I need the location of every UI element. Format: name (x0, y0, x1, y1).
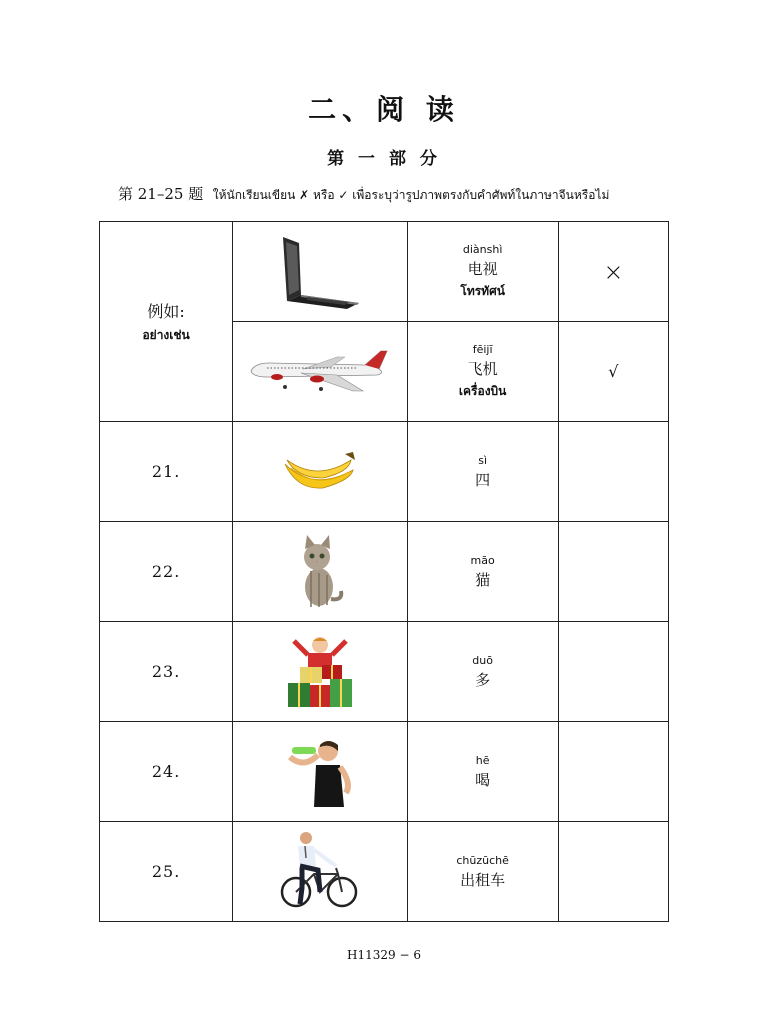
answer-cell[interactable] (558, 222, 668, 322)
question-number: 23. (151, 662, 181, 681)
pinyin: hē (475, 753, 490, 767)
thai-translation: โทรทัศน์ (460, 283, 505, 298)
man-on-bicycle-image (280, 832, 360, 912)
example-label-th: อย่างเช่น (142, 327, 190, 342)
image-cell (233, 822, 407, 922)
hanzi: 四 (475, 470, 491, 489)
image-cell (233, 722, 407, 822)
pinyin: māo (470, 553, 495, 567)
question-range: 第 21–25 题 (118, 185, 204, 203)
pinyin: duō (472, 653, 493, 667)
answer-cell[interactable] (558, 422, 668, 522)
hanzi: 猫 (475, 570, 491, 589)
hanzi: 电视 (467, 259, 498, 278)
hanzi: 出租车 (460, 870, 506, 889)
word-cell (407, 822, 558, 922)
check-mark: √ (608, 362, 619, 381)
word-cell (407, 622, 558, 722)
table-row (100, 422, 669, 522)
image-cell (233, 422, 407, 522)
thai-translation: เครื่องบิน (458, 383, 507, 398)
question-number-cell (100, 722, 233, 822)
word-cell (407, 722, 558, 822)
question-number: 24. (151, 762, 181, 781)
man-drinking-image (284, 735, 356, 809)
instruction-text: ให้นักเรียนเขียน ✗ หรือ ✓ เพื่อระบุว่ารูปภาพตรงกับคำศัพท์ในภาษาจีนหรือไม่ (212, 188, 610, 202)
answer-cell[interactable] (558, 522, 668, 622)
question-number: 21. (151, 462, 181, 481)
section-title: 第 一 部 分 (327, 149, 441, 169)
bananas-image (283, 450, 357, 494)
airplane-image (247, 347, 393, 397)
example-label-zh: 例如: (147, 301, 185, 321)
word-cell (407, 322, 558, 422)
table-row (100, 822, 669, 922)
question-number-cell (100, 422, 233, 522)
pinyin: fēijī (472, 342, 493, 356)
image-cell (233, 522, 407, 622)
cross-mark: × (603, 257, 624, 286)
question-number-cell (100, 822, 233, 922)
instruction-line (118, 183, 698, 205)
answer-cell[interactable] (558, 322, 668, 422)
laptop-image (277, 235, 363, 309)
word-cell (407, 422, 558, 522)
table-row (100, 522, 669, 622)
word-cell (407, 222, 558, 322)
pinyin: chūzūchē (456, 853, 509, 867)
question-number-cell (100, 522, 233, 622)
image-cell (233, 322, 407, 422)
kitten-image (295, 535, 345, 609)
word-cell (407, 522, 558, 622)
hanzi: 喝 (475, 770, 491, 789)
table-row (100, 622, 669, 722)
answer-cell[interactable] (558, 622, 668, 722)
question-number: 22. (151, 562, 181, 581)
image-cell (233, 622, 407, 722)
pinyin: sì (478, 453, 488, 467)
answer-cell[interactable] (558, 822, 668, 922)
pinyin: diànshì (462, 242, 503, 256)
page-footer: H11329 − 6 (347, 948, 421, 962)
boy-with-gifts-image (286, 635, 354, 709)
hanzi: 飞机 (467, 359, 498, 378)
question-table (99, 221, 669, 922)
hanzi: 多 (475, 670, 491, 689)
example-label-cell (100, 222, 233, 422)
image-cell (233, 222, 407, 322)
question-number: 25. (151, 862, 181, 881)
page-heading: 二、阅 读 (308, 93, 460, 126)
answer-cell[interactable] (558, 722, 668, 822)
table-row (100, 722, 669, 822)
table-row (100, 222, 669, 322)
question-number-cell (100, 622, 233, 722)
